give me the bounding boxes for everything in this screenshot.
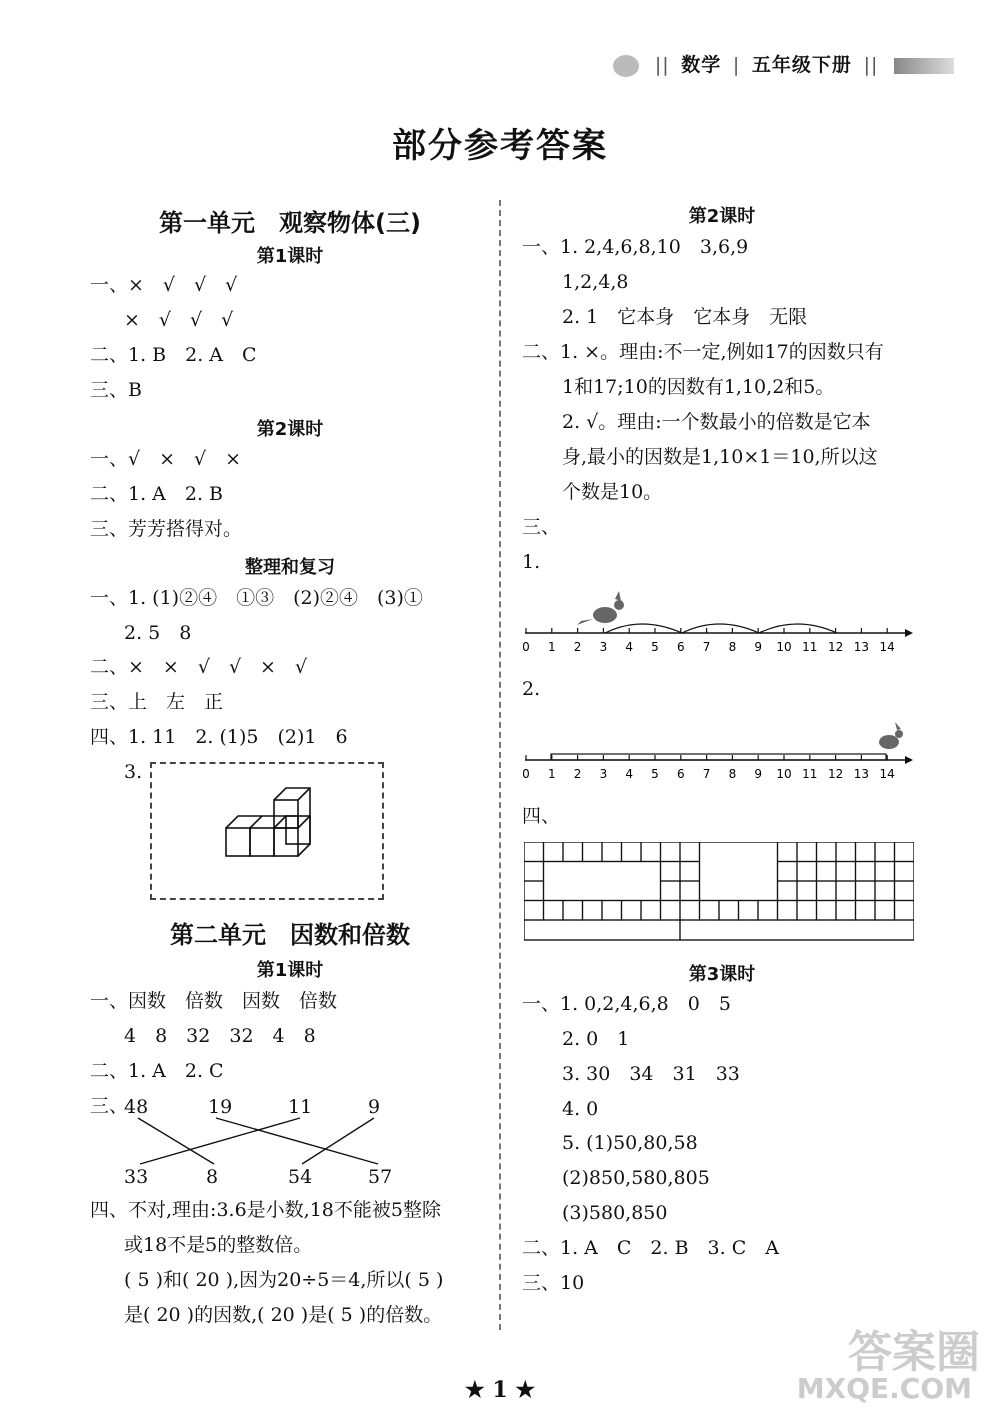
answer-line: 2. 5 8 (124, 622, 192, 644)
grid-cell (680, 842, 700, 862)
grid-cell (661, 842, 681, 862)
lesson-heading: 第3课时 (688, 964, 756, 985)
kangaroo-icon (577, 591, 624, 625)
grid-cell (583, 901, 603, 921)
lesson-heading: 第1课时 (256, 960, 324, 981)
lesson-heading: 第2课时 (688, 206, 756, 227)
grid-cell (524, 862, 544, 882)
grid-cell (700, 901, 720, 921)
grid-strip (680, 920, 914, 940)
number-line-label: 2 (573, 767, 582, 781)
grid-cell (836, 862, 856, 882)
grid-cell (817, 862, 837, 882)
page-number-value: 1 (492, 1377, 508, 1403)
number-line-label: 14 (879, 767, 895, 781)
grid-cell (797, 901, 817, 921)
grid-cell (817, 901, 837, 921)
grid-cell (817, 881, 837, 901)
unit2-title: 第二单元 因数和倍数 (170, 921, 410, 949)
grid-cell (778, 901, 798, 921)
number-line-label: 14 (879, 640, 895, 654)
number-line-label: 11 (802, 640, 818, 654)
answer-line: 三、 (522, 516, 561, 538)
header-divider: || (654, 54, 670, 76)
grid-cell (856, 901, 876, 921)
header-subject: 数学 (681, 54, 722, 76)
grid-cell (797, 862, 817, 882)
answer-line: 一、因数 倍数 因数 倍数 (90, 990, 338, 1012)
grid-cell (622, 901, 642, 921)
grid-cell (856, 881, 876, 901)
grid-cell (836, 881, 856, 901)
number-line-label: 4 (625, 640, 634, 654)
header-grade: 五年级下册 (751, 54, 852, 76)
answer-line: 二、1. B 2. A C (90, 344, 257, 366)
answer-line: 一、1. 0,2,4,6,8 0 5 (522, 993, 731, 1015)
match-bottom-number: 54 (288, 1166, 313, 1188)
number-line-label: 12 (827, 767, 844, 781)
match-bottom-number: 8 (206, 1166, 219, 1188)
answer-line: 1和17;10的因数有1,10,2和5。 (562, 376, 835, 398)
number-line-label: 0 (522, 640, 530, 654)
grid-cell (524, 842, 544, 862)
answer-line: 2. 1 它本身 它本身 无限 (562, 306, 808, 328)
answer-line: 2. (522, 678, 541, 700)
match-top-number: 9 (368, 1096, 381, 1118)
grid-rectangle-b (700, 842, 778, 901)
match-top-number: 48 (124, 1096, 149, 1118)
grid-cell (739, 901, 759, 921)
answer-line: ( 5 )和( 20 ),因为20÷5＝4,所以( 5 ) (124, 1269, 444, 1291)
lesson-heading: 第1课时 (256, 246, 324, 267)
sun-logo-icon (613, 55, 639, 77)
answer-line: 是( 20 )的因数,( 20 )是( 5 )的倍数。 (124, 1304, 443, 1326)
match-line (302, 1118, 374, 1164)
answer-line: (3)580,850 (562, 1202, 668, 1224)
review-heading: 整理和复习 (245, 557, 335, 578)
grid-cell (524, 901, 544, 921)
grid-cell (544, 842, 564, 862)
page-number: ★ 1 ★ (464, 1377, 536, 1403)
number-line-label: 9 (754, 640, 763, 654)
cube-figure-frame (150, 762, 384, 900)
number-line-label: 8 (728, 640, 737, 654)
answer-line: 三、10 (522, 1272, 585, 1294)
number-line-label: 2 (573, 640, 582, 654)
match-bottom-number: 33 (124, 1166, 149, 1188)
match-line (140, 1118, 300, 1164)
answer-line: 二、1. A C 2. B 3. C A (522, 1237, 779, 1259)
answer-line: 2. √。理由:一个数最小的倍数是它本 (562, 411, 871, 433)
grid-cell (680, 901, 700, 921)
grid-cell (661, 862, 681, 882)
grid-cell (661, 881, 681, 901)
number-line-label: 1 (547, 640, 556, 654)
grid-cell (524, 881, 544, 901)
answer-line: 一、√ × √ × (90, 448, 242, 470)
grid-cell (875, 842, 895, 862)
answer-line: 四、 (522, 805, 561, 827)
grid-cell (563, 901, 583, 921)
watermark-logo (848, 1316, 980, 1380)
grid-cell (797, 842, 817, 862)
matching-figure (120, 1094, 400, 1190)
header-divider: | (732, 54, 741, 76)
grid-cell (895, 901, 915, 921)
grid-cell (817, 842, 837, 862)
answer-line: 二、1. A 2. B (90, 483, 224, 505)
number-line-label: 6 (676, 767, 685, 781)
match-bottom-number: 57 (368, 1166, 393, 1188)
number-line-label: 3 (599, 767, 608, 781)
grid-cell (544, 901, 564, 921)
grid-cell (836, 901, 856, 921)
answer-line: 3. (124, 761, 143, 783)
grid-cell (680, 881, 700, 901)
grid-cell (758, 901, 778, 921)
unit1-title: 第一单元 观察物体(三) (159, 209, 421, 237)
answer-line: 3. 30 34 31 33 (562, 1063, 740, 1085)
answer-line: 四、1. 11 2. (1)5 (2)1 6 (90, 726, 348, 748)
grid-cell (719, 901, 739, 921)
grid-cell (895, 862, 915, 882)
watermark-url (797, 1372, 972, 1405)
number-line-label: 4 (625, 767, 634, 781)
answer-line: 一、1. (1)②④ ①③ (2)②④ (3)① (90, 587, 423, 609)
number-line-label: 3 (599, 640, 608, 654)
number-line-label: 1 (547, 767, 556, 781)
answer-line: 三、上 左 正 (90, 691, 224, 713)
watermark-url-text: MXQE.COM (796, 1372, 972, 1405)
number-line-label: 8 (728, 767, 737, 781)
answer-line: 1. (522, 551, 541, 573)
grid-cell (895, 842, 915, 862)
number-line-label: 5 (651, 640, 659, 654)
answer-line: 5. (1)50,80,58 (562, 1132, 698, 1154)
rabbit-icon (879, 722, 903, 749)
grid-cell (680, 862, 700, 882)
number-line-label: 7 (702, 640, 711, 654)
grid-cell (622, 842, 642, 862)
grid-cell (836, 842, 856, 862)
number-line-label: 9 (754, 767, 763, 781)
number-line-label: 5 (651, 767, 659, 781)
answer-line: 一、1. 2,4,6,8,10 3,6,9 (522, 236, 749, 258)
number-line-label: 11 (802, 767, 818, 781)
grid-cell (661, 901, 681, 921)
match-top-number: 19 (208, 1096, 233, 1118)
header-divider: || (863, 54, 879, 76)
number-line-label: 13 (853, 640, 870, 654)
grid-cell (602, 901, 622, 921)
number-line-label: 10 (776, 640, 792, 654)
answer-line: 4. 0 (562, 1098, 599, 1120)
page-title: 部分参考答案 (392, 126, 608, 166)
grid-cell (875, 881, 895, 901)
answer-line: 一、× √ √ √ (90, 274, 238, 296)
column-divider (499, 200, 501, 1330)
number-line-kangaroo (515, 585, 915, 657)
grid-strip (524, 920, 680, 940)
answer-line: 4 8 32 32 4 8 (124, 1025, 316, 1047)
watermark-text: 答案圈 (848, 1327, 980, 1378)
grid-cell (875, 901, 895, 921)
answer-line: 三、芳芳搭得对。 (90, 518, 243, 540)
answer-line: 四、不对,理由:3.6是小数,18不能被5整除 (90, 1199, 441, 1221)
grid-cell (856, 842, 876, 862)
number-line-label: 0 (522, 767, 530, 781)
number-line-label: 7 (702, 767, 711, 781)
rectangle-grid-figure (524, 842, 914, 942)
answer-line: 身,最小的因数是1,10×1＝10,所以这 (562, 446, 878, 468)
answer-line: 二、1. ×。理由:不一定,例如17的因数只有 (522, 341, 884, 363)
grid-rectangle-a (544, 862, 661, 901)
match-top-number: 11 (288, 1096, 313, 1118)
answer-line: 个数是10。 (562, 481, 663, 503)
cube-stack-figure (152, 764, 382, 898)
answer-line: 1,2,4,8 (562, 271, 629, 293)
lesson-heading: 第2课时 (256, 419, 324, 440)
answer-line: (2)850,580,805 (562, 1167, 710, 1189)
grid-cell (563, 842, 583, 862)
grid-cell (895, 881, 915, 901)
answer-line: × √ √ √ (124, 309, 234, 331)
header-gradient-bar (894, 58, 954, 74)
answer-line: 三、 (90, 1095, 129, 1117)
grid-cell (583, 842, 603, 862)
grid-cell (856, 862, 876, 882)
grid-cell (778, 842, 798, 862)
grid-cell (602, 842, 622, 862)
answer-line: 或18不是5的整数倍。 (124, 1234, 313, 1256)
match-line (138, 1118, 214, 1164)
grid-cell (778, 881, 798, 901)
number-line-rabbit (515, 722, 915, 784)
number-line-label: 6 (676, 640, 685, 654)
number-line-label: 12 (827, 640, 844, 654)
answer-line: 二、1. A 2. C (90, 1060, 224, 1082)
grid-cell (875, 862, 895, 882)
running-header (613, 50, 954, 77)
grid-cell (778, 862, 798, 882)
match-line (216, 1118, 378, 1164)
answer-line: 2. 0 1 (562, 1028, 630, 1050)
grid-cell (797, 881, 817, 901)
number-line-label: 10 (776, 767, 792, 781)
answer-line: 二、× × √ √ × √ (90, 656, 308, 678)
grid-cell (641, 842, 661, 862)
number-line-label: 13 (853, 767, 870, 781)
answer-line: 三、B (90, 379, 142, 401)
grid-cell (641, 901, 661, 921)
